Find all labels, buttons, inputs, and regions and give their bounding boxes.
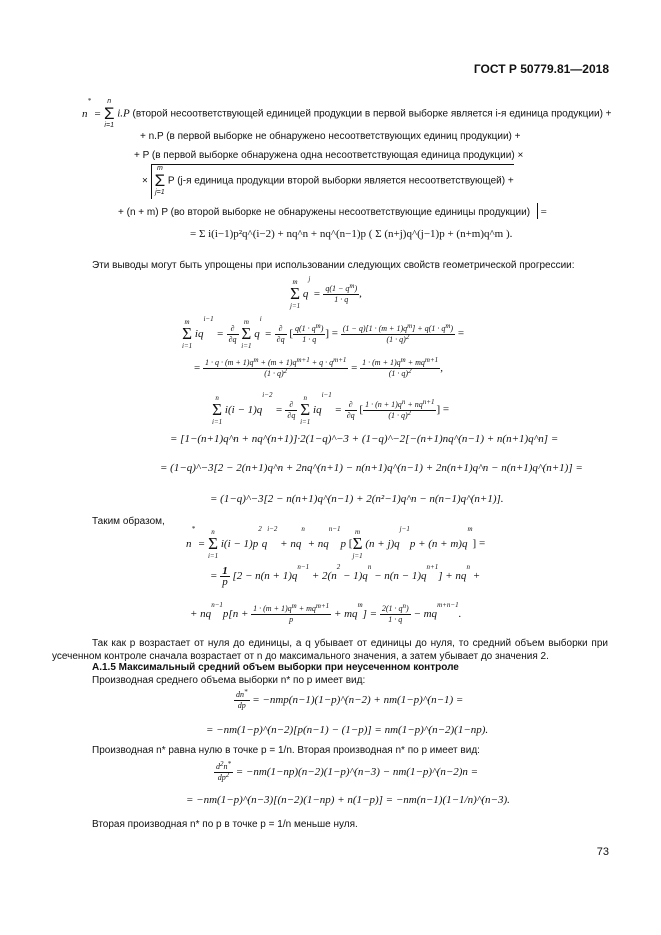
- formula-sum-iq-cont: = $\frac{1 \cdot q \cdot (m + 1)q^m + (m + 1)q^{m+1} + q \cdot q^{m+1}}{(1 \cdot q)^2}$ = $1 \cdot (m + 1)q^m + mq^{m+1}$ $(1 \cdot q)^2$ ,: [194, 356, 443, 378]
- section-title: А.1.5 Максимальный средний объем выборки при неусеченном контроле: [92, 662, 459, 673]
- fraction: ∂ ∂q: [346, 399, 355, 420]
- formula-n-star-tail: + $nq^{n-1}p[n$ + $1 \cdot (m + 1)q^m + mq^{m+1}$ p + $mq^m$] = $\frac{2(1 \cdot q^n)}{1 \cdot q}$ − $mq^{m+n-1}$.: [190, 601, 462, 624]
- formula-text: (второй несоответствующей единицей продукции в первой выборке является i-я единица продукции) +: [132, 108, 612, 120]
- fraction: $1 \cdot (m + 1)q^m + mq^{m+1}$ $(1 \cdot q)^2$: [362, 356, 439, 378]
- sum-symbol: n Σ i=1: [300, 394, 311, 426]
- sum-symbol: n Σ i=1: [207, 528, 219, 560]
- formula-second-sum: n Σ i=1 $i(i - 1)q^{i-2}$ = ∂ ∂q n Σ i=1 $iq^{i-1}$ = ∂ ∂q [ $1 \cdot (n + 1)q^n + nq^{n+1}$ $(1 \cdot q)^2$ ] =: [212, 391, 450, 426]
- formula-symbol: ×: [142, 175, 151, 187]
- formula-deriv2: [214, 762, 478, 783]
- paragraph-deriv1: Производная среднего объема выборки n* по p имеет вид:: [92, 675, 366, 686]
- fraction: $\frac{d^2n^*}{dp^2}$: [216, 760, 231, 782]
- paragraph-thus: Таким образом,: [92, 516, 165, 527]
- sum-symbol: n Σ i=1: [212, 394, 223, 426]
- fraction: $\frac{(1 - q)[1 \cdot (m + 1)q^m] + q(1 \cdot q^m)}{(1 \cdot q)^2}$: [342, 321, 454, 344]
- fraction: $\frac{q(1 \cdot q^m)}{1 \cdot q}$: [294, 321, 324, 344]
- document-header: ГОСТ Р 50779.81—2018: [473, 62, 609, 76]
- fraction: ∂ ∂q: [287, 399, 296, 420]
- sum-symbol: n Σ i=1: [103, 98, 115, 129]
- formula-d1b: = −nm(1−p)^(n−2)[p(n−1) − (1−p)] = nm(1−p)^(n−2)(1−np).: [206, 724, 489, 736]
- formula-line-4: [142, 164, 514, 199]
- formula-n-star-p: = $\frac{1}{p}$ $[2 - n(n + 1)q^{n-1} + 2(n^2 - 1)q^n - n(n - 1)q^{n+1}] + nq^n$ +: [210, 563, 481, 588]
- formula-d2a: = −nm(1−np)(n−2)(1−p)^(n−3) − nm(1−p)^(n−2)n =: [235, 766, 479, 779]
- bracket: [151, 164, 514, 199]
- formula-e2a: = [1−(n+1)q^n + nq^(n+1)]·2(1−q)^−3 + (1−q)^−2[−(n+1)nq^(n−1) + n(n+1)q^n] =: [170, 433, 559, 445]
- fraction: $\frac{q(1 - q^m)}{1 \cdot q}$: [325, 281, 358, 304]
- formula-e2c: = (1−q)^−3[2 − n(n+1)q^(n−1) + 2(n²−1)q^n − n(n−1)q^(n+1)].: [210, 493, 504, 505]
- formula-deriv1: [234, 690, 463, 711]
- paragraph-simplify: Эти выводы могут быть упрощены при использовании следующих свойств геометрической прогрессии:: [92, 260, 575, 271]
- bracket: [537, 203, 538, 219]
- paragraph-conclusion: Так как p возрастает от нуля до единицы, а q убывает от единицы до нуля, то средний объем выборки при усеченном контроле сначала возрастает от n до максимального значения, а затем убывает до значения 2.: [52, 638, 608, 662]
- fraction: $\frac{2(1 \cdot q^n)}{1 \cdot q}$: [381, 602, 409, 624]
- paragraph-deriv2: Производная n* равна нулю в точке p = 1/n. Вторая производная n* по p имеет вид:: [92, 745, 480, 756]
- formula-d1a: = −nmp(n−1)(1−p)^(n−2) + nm(1−p)^(n−1) =: [252, 694, 464, 707]
- sum-symbol: m Σ j=1: [290, 278, 301, 310]
- sum-symbol: m Σ j=1: [154, 165, 166, 196]
- geometric-sum: m Σ j=1 $q^j$ = $\frac{q(1 - q^m)}{1 \cdot q}$ ,: [290, 275, 362, 310]
- sum-symbol: m Σ i=1: [182, 318, 193, 350]
- formula-line-3: + P (в первой выборке обнаружена одна несоответствующая единица продукции) ×: [134, 150, 524, 161]
- fraction: $1 \cdot (m + 1)q^m + mq^{m+1}$ p: [253, 602, 330, 624]
- formula-line-5: [118, 203, 547, 219]
- formula-n-star-final: n* = n Σ i=1 $i(i - 1)p^2q^{i-2} + nq^n + nq^{n-1}p$ [ m Σ j=1 $(n + j)q^{j-1}p + (n + m)q^m$] =: [186, 525, 486, 560]
- page-number: 73: [596, 846, 609, 858]
- sum-symbol: m Σ i=1: [241, 318, 252, 350]
- fraction: $1 \cdot (n + 1)q^n + nq^{n+1}$ $(1 \cdot q)^2$: [365, 397, 435, 420]
- formula-e1: = Σ i(i−1)p²q^(i−2) + nq^n + nq^(n−1)p ( Σ (n+j)q^(j−1)p + (n+m)q^m ).: [190, 228, 513, 240]
- formula-symbol: i.P: [117, 107, 130, 120]
- fraction: $\frac{1 \cdot q \cdot (m + 1)q^m + (m + 1)q^{m+1} + q \cdot q^{m+1}}{(1 \cdot q)^2}$: [204, 356, 347, 378]
- sum-symbol: m Σ j=1: [352, 528, 363, 560]
- fraction: ∂ ∂q: [228, 323, 237, 344]
- fraction: $\frac{dn^*}{dp}$: [236, 688, 248, 710]
- formula-text: P (j-я единица продукции второй выборки является несоответствующей) +: [167, 175, 514, 187]
- formula-line-1: [82, 98, 612, 130]
- formula-e2b: = (1−q)^−3[2 − 2(n+1)q^n + 2nq^(n+1) − n(n+1)q^(n−1) + 2n(n+1)q^n − n(n+1)q^(n+1)] =: [160, 462, 583, 474]
- formula-text: + (n + m) P (во второй выборке не обнаружены несоответствующие единицы продукции): [118, 207, 531, 218]
- formula-sum-iq: m Σ i=1 $iq^{i-1}$ = ∂ ∂q m Σ i=1 $q^i$ = ∂ ∂q [ $\frac{q(1 \cdot q^m)}{1 \cdot q}$ ] = $\frac{(1 - q)[1 \cdot (m + 1)q^m] + q(1 \cdot q^m)}{(1 \cdot q)^2}$ =: [182, 315, 465, 350]
- fraction: ∂ ∂q: [276, 323, 285, 344]
- formula-symbol: n* =: [82, 97, 104, 120]
- formula-line-2: + n.P (в первой выборке не обнаружено несоответствующих единиц продукции) +: [140, 131, 521, 142]
- paragraph-final: Вторая производная n* по p в точке p = 1/n меньше нуля.: [92, 819, 358, 830]
- formula-d2b: = −nm(1−p)^(n−3)[(n−2)(1−np) + n(1−p)] = −nm(n−1)(1−1/n)^(n−3).: [186, 794, 510, 806]
- formula-symbol: =: [540, 206, 547, 218]
- fraction: $\frac{1}{p}$: [222, 565, 228, 588]
